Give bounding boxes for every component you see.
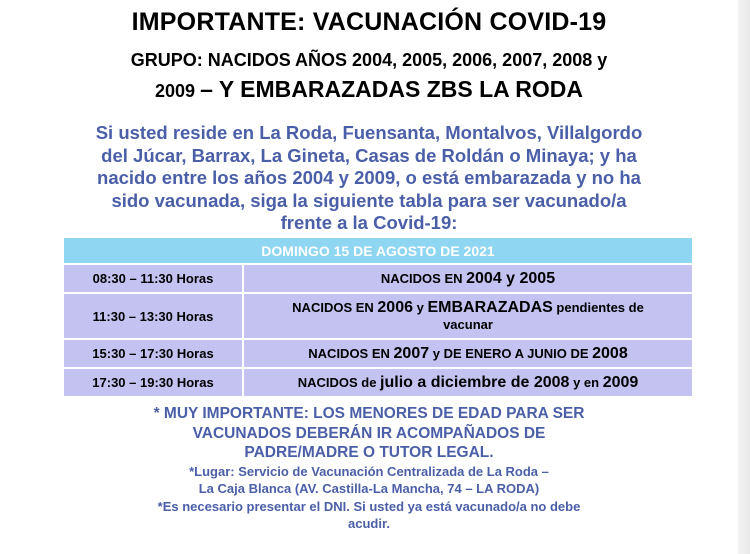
desc-text: NACIDOS EN (308, 346, 394, 361)
important-note-line: PADRE/MADRE O TUTOR LEGAL. (244, 444, 494, 461)
desc-line: vacunar (443, 317, 493, 332)
table-row (64, 368, 692, 396)
notes-section (60, 404, 678, 533)
desc-emphasis: 2007 (393, 345, 430, 362)
time-slot: 17:30 – 19:30 Horas (64, 368, 243, 396)
schedule-header-row (64, 238, 692, 264)
group-line-2-rest: – Y EMBARAZADAS ZBS LA RODA (200, 76, 583, 102)
table-row (64, 339, 692, 368)
dni-note-line: acudir. (348, 516, 390, 531)
desc-text: NACIDOS EN (292, 300, 378, 315)
desc-emphasis: 2004 y 2005 (466, 270, 556, 287)
desc-emphasis: EMBARAZADAS (427, 299, 553, 316)
desc-text: pendientes de (552, 300, 644, 315)
schedule-table (64, 238, 692, 396)
slot-description (243, 293, 692, 339)
group-line-1: GRUPO: NACIDOS AÑOS 2004, 2005, 2006, 2007, 2008 y (130, 50, 608, 70)
intro-line: nacido entre los años 2004 y 2009, o está embarazada y no ha (97, 167, 641, 188)
main-title: IMPORTANTE: VACUNACIÓN COVID-19 (131, 8, 607, 36)
desc-text: y en (569, 375, 603, 390)
intro-paragraph (40, 122, 698, 235)
intro-line: sido vacunada, siga la siguiente tabla para ser vacunado/a (111, 189, 627, 211)
slot-description (243, 264, 692, 293)
intro-line: Si usted reside en La Roda, Fuensanta, Montalvos, Villalgordo (95, 122, 643, 143)
time-slot: 11:30 – 13:30 Horas (64, 293, 243, 339)
time-slot: 08:30 – 11:30 Horas (64, 264, 243, 293)
page-edge (738, 0, 750, 554)
desc-text: y DE ENERO A JUNIO DE (429, 346, 593, 361)
important-note-line: VACUNADOS DEBERÁN IR ACOMPAÑADOS DE (192, 424, 546, 442)
group-line-2 (0, 76, 738, 103)
desc-text: y (413, 300, 428, 315)
desc-emphasis: 2009 (602, 374, 639, 391)
slot-description (243, 368, 692, 396)
location-note-line: *Lugar: Servicio de Vacunación Centralizada de La Roda – (189, 463, 549, 479)
intro-line: del Júcar, Barrax, La Gineta, Casas de Roldán o Minaya; y ha (101, 144, 637, 166)
table-row (64, 293, 692, 339)
dni-note-line: *Es necesario presentar el DNI. Si usted ya está vacunado/a no debe (157, 498, 581, 514)
schedule-date-header: DOMINGO 15 DE AGOSTO DE 2021 (64, 238, 692, 264)
slot-description (243, 339, 692, 368)
time-slot: 15:30 – 17:30 Horas (64, 339, 243, 368)
location-note-line: La Caja Blanca (AV. Castilla-La Mancha, 74 – LA RODA) (198, 481, 540, 496)
desc-emphasis: 2008 (592, 345, 628, 362)
desc-emphasis: julio a diciembre de 2008 (380, 374, 570, 391)
desc-line (244, 299, 692, 316)
group-line-2-year: 2009 (155, 81, 196, 101)
desc-emphasis: 2006 (377, 299, 413, 316)
desc-text: NACIDOS EN (380, 271, 467, 286)
desc-text: NACIDOS de (297, 375, 381, 390)
table-row (64, 264, 692, 293)
intro-line: frente a la Covid-19: (280, 212, 458, 233)
important-note-line: * MUY IMPORTANTE: LOS MENORES DE EDAD PARA SER (153, 405, 585, 422)
